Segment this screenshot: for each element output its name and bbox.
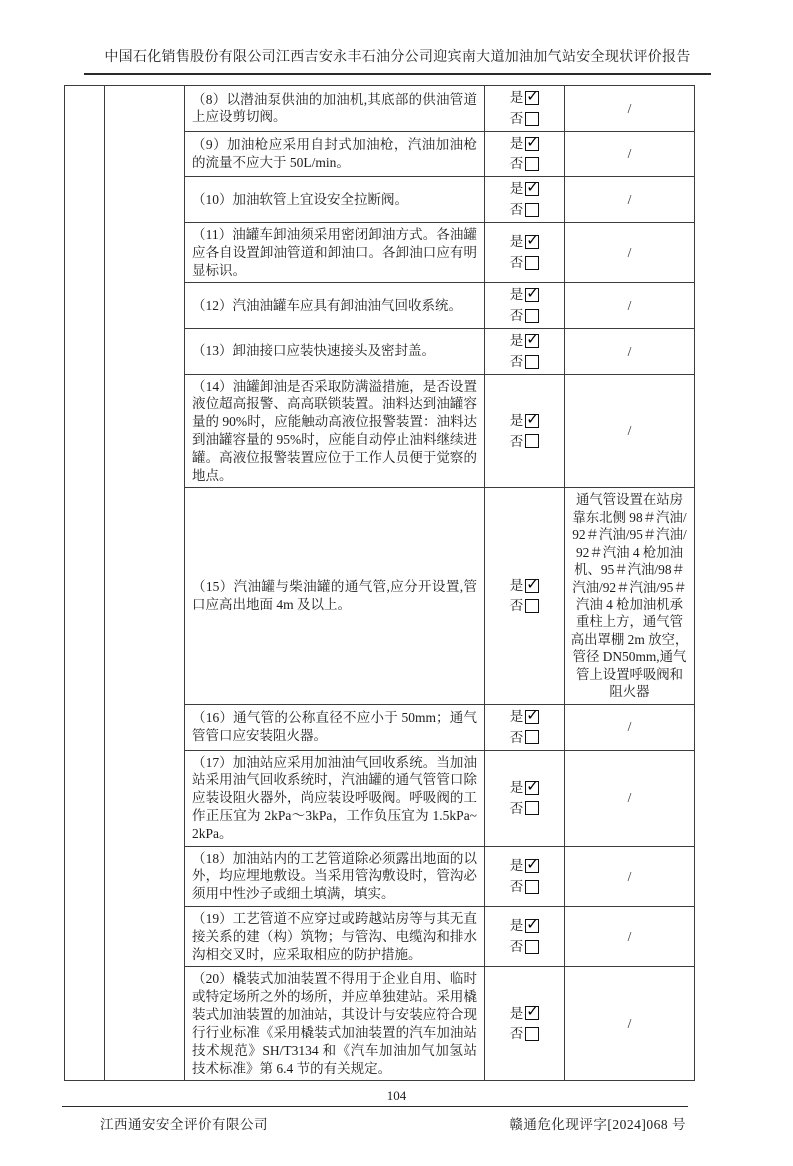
footer-divider	[62, 1106, 688, 1107]
check-cell	[485, 177, 565, 222]
checkbox-checked-icon[interactable]	[525, 579, 539, 593]
no-label: 否	[509, 433, 524, 449]
checkbox-checked-icon[interactable]	[525, 781, 539, 795]
table-row	[185, 86, 694, 132]
yes-checkbox[interactable]	[510, 779, 540, 797]
checkbox-unchecked-icon[interactable]	[525, 880, 539, 894]
table-col-category-empty	[105, 86, 185, 1080]
no-checkbox[interactable]	[510, 729, 540, 747]
yes-label: 是	[509, 135, 524, 151]
remark-text: /	[627, 1016, 632, 1032]
table-row	[185, 223, 694, 283]
requirement-text: （11）油罐车卸油须采用密闭卸油方式。各油罐应各自设置卸油管道和卸油口。各卸油口应有明显标识。	[185, 223, 485, 282]
table-row	[185, 705, 694, 751]
check-cell	[485, 705, 565, 750]
no-label: 否	[509, 800, 524, 816]
check-cell	[485, 375, 565, 488]
remark-text: /	[627, 191, 632, 207]
table-row	[185, 375, 694, 489]
remark-text: /	[627, 929, 632, 944]
yes-checkbox[interactable]	[510, 180, 540, 198]
checkbox-unchecked-icon[interactable]	[525, 730, 539, 744]
checkbox-unchecked-icon[interactable]	[525, 157, 539, 171]
check-cell	[485, 907, 565, 966]
remark-text: /	[627, 297, 632, 313]
check-cell	[485, 329, 565, 374]
checkbox-checked-icon[interactable]	[525, 288, 539, 302]
requirement-text: （12）汽油油罐车应具有卸油油气回收系统。	[185, 283, 485, 328]
no-checkbox[interactable]	[510, 254, 540, 272]
check-cell	[485, 967, 565, 1080]
no-checkbox[interactable]	[510, 938, 540, 956]
yes-checkbox[interactable]	[510, 857, 540, 875]
report-page	[0, 46, 793, 1166]
no-checkbox[interactable]	[510, 878, 540, 896]
no-label: 否	[509, 308, 524, 324]
checkbox-checked-icon[interactable]	[525, 859, 539, 873]
yes-label: 是	[509, 1005, 524, 1021]
footer	[62, 1113, 688, 1133]
check-cell	[485, 86, 565, 131]
requirement-text: （20）橇装式加油装置不得用于企业自用、临时或特定场所之外的场所，并应单独建站。采用橇装式加油装置的加油站，其设计与安装应符合现行行业标准《采用橇装式加油装置的汽车加油站技术规范》SH/T3134 和《汽车加油加气加氢站技术标准》第 6.4 节的有关规定。	[185, 967, 485, 1080]
checkbox-checked-icon[interactable]	[525, 919, 539, 933]
remark-text: /	[627, 146, 632, 162]
yes-label: 是	[509, 234, 524, 250]
no-checkbox[interactable]	[510, 155, 540, 173]
requirement-text: （19）工艺管道不应穿过或跨越站房等与其无直接关系的建（构）筑物；与管沟、电缆沟和排水沟相交叉时，应采取相应的防护措施。	[185, 907, 485, 966]
checkbox-checked-icon[interactable]	[525, 91, 539, 105]
check-cell	[485, 847, 565, 906]
requirement-text: （10）加油软管上宜设安全拉断阀。	[185, 177, 485, 222]
yes-checkbox[interactable]	[510, 577, 540, 595]
checkbox-checked-icon[interactable]	[525, 414, 539, 428]
table-rows	[185, 86, 694, 1080]
yes-checkbox[interactable]	[510, 135, 540, 153]
yes-checkbox[interactable]	[510, 917, 540, 935]
checkbox-unchecked-icon[interactable]	[525, 256, 539, 270]
evaluation-table	[64, 85, 695, 1081]
table-row	[185, 847, 694, 907]
checkbox-unchecked-icon[interactable]	[525, 309, 539, 323]
checkbox-checked-icon[interactable]	[525, 1006, 539, 1020]
yes-checkbox[interactable]	[510, 332, 540, 350]
yes-checkbox[interactable]	[510, 233, 540, 251]
checkbox-unchecked-icon[interactable]	[525, 1027, 539, 1041]
checkbox-checked-icon[interactable]	[525, 235, 539, 249]
checkbox-unchecked-icon[interactable]	[525, 203, 539, 217]
requirement-text: （15）汽油罐与柴油罐的通气管,应分开设置,管口应高出地面 4m 及以上。	[185, 488, 485, 703]
requirement-text: （13）卸油接口应装快速接头及密封盖。	[185, 329, 485, 374]
checkbox-unchecked-icon[interactable]	[525, 940, 539, 954]
table-row	[185, 283, 694, 329]
no-label: 否	[509, 1026, 524, 1042]
yes-checkbox[interactable]	[510, 89, 540, 107]
yes-checkbox[interactable]	[510, 286, 540, 304]
checkbox-unchecked-icon[interactable]	[525, 355, 539, 369]
yes-checkbox[interactable]	[510, 708, 540, 726]
no-checkbox[interactable]	[510, 353, 540, 371]
checkbox-unchecked-icon[interactable]	[525, 434, 539, 448]
no-label: 否	[509, 878, 524, 894]
checkbox-checked-icon[interactable]	[525, 334, 539, 348]
yes-label: 是	[509, 779, 524, 795]
checkbox-checked-icon[interactable]	[525, 182, 539, 196]
yes-label: 是	[509, 412, 524, 428]
check-cell	[485, 751, 565, 846]
no-checkbox[interactable]	[510, 110, 540, 128]
yes-label: 是	[509, 708, 524, 724]
report-header-title: 中国石化销售股份有限公司江西吉安永丰石油分公司迎宾南大道加油加气站安全现状评价报告	[84, 46, 711, 75]
yes-label: 是	[509, 918, 524, 934]
checkbox-checked-icon[interactable]	[525, 137, 539, 151]
check-cell	[485, 132, 565, 177]
footer-doc-number: 赣通危化现评字[2024]068 号	[509, 1117, 686, 1133]
table-row	[185, 132, 694, 178]
no-label: 否	[509, 255, 524, 271]
table-row	[185, 488, 694, 704]
no-label: 否	[509, 202, 524, 218]
no-label: 否	[509, 156, 524, 172]
yes-label: 是	[509, 577, 524, 593]
table-row	[185, 751, 694, 847]
yes-label: 是	[509, 181, 524, 197]
requirement-text: （16）通气管的公称直径不应小于 50mm；通气管管口应安装阻火器。	[185, 705, 485, 750]
checkbox-unchecked-icon[interactable]	[525, 112, 539, 126]
yes-checkbox[interactable]	[510, 1005, 540, 1023]
no-checkbox[interactable]	[510, 433, 540, 451]
remark-text: 通气管设置在站房靠东北侧 98＃汽油/92＃汽油/95＃汽油/92＃汽油 4 枪加油机、95＃汽油/98＃汽油/92＃汽油/95＃汽油 4 枪加油机承重柱上方，通气管高出罩棚 2m 放空，管径 DN50mm,通气管上设置呼吸阀和阻火器	[570, 492, 689, 700]
no-checkbox[interactable]	[510, 800, 540, 818]
no-label: 否	[509, 598, 524, 614]
table-col-serial-empty	[65, 86, 105, 1080]
requirement-text: （14）油罐卸油是否采取防满溢措施，是否设置液位超高报警、高高联锁装置。油料达到油罐容量的 90%时，应能触动高液位报警装置：油料达到油罐容量的 95%时，应能自动停止油料继续进罐。高液位报警装置应位于工作人员便于觉察的地点。	[185, 375, 485, 488]
remark-text: /	[627, 244, 632, 260]
requirement-text: （17）加油站应采用加油油气回收系统。当加油站采用油气回收系统时，汽油罐的通气管管口除应装设阻火器外，尚应装设呼吸阀。呼吸阀的工作正压宜为 2kPa～3kPa，工作负压宜为 1.5kPa~2kPa。	[185, 751, 485, 846]
page-number: 104	[386, 1088, 407, 1104]
footer-company: 江西通安安全评价有限公司	[100, 1117, 268, 1133]
remark-text: /	[627, 790, 632, 806]
checkbox-unchecked-icon[interactable]	[525, 801, 539, 815]
table-row	[185, 907, 694, 967]
remark-text: /	[627, 423, 632, 439]
no-checkbox[interactable]	[510, 201, 540, 219]
checkbox-unchecked-icon[interactable]	[525, 599, 539, 613]
no-label: 否	[509, 110, 524, 126]
no-checkbox[interactable]	[510, 597, 540, 615]
yes-label: 是	[509, 287, 524, 303]
yes-label: 是	[509, 857, 524, 873]
yes-label: 是	[509, 332, 524, 348]
table-row	[185, 177, 694, 223]
no-label: 否	[509, 353, 524, 369]
remark-text: /	[627, 719, 632, 735]
yes-checkbox[interactable]	[510, 412, 540, 430]
remark-text: /	[627, 343, 632, 359]
check-cell	[485, 488, 565, 703]
requirement-text: （8）以潜油泵供油的加油机,其底部的供油管道上应设剪切阀。	[185, 86, 485, 131]
requirement-text: （18）加油站内的工艺管道除必须露出地面的以外，均应埋地敷设。当采用管沟敷设时，管沟必须用中性沙子或细土填满，填实。	[185, 847, 485, 906]
remark-text: /	[627, 868, 632, 884]
check-cell	[485, 223, 565, 282]
remark-text: /	[627, 100, 632, 116]
no-checkbox[interactable]	[510, 307, 540, 325]
check-cell	[485, 283, 565, 328]
no-checkbox[interactable]	[510, 1025, 540, 1043]
yes-label: 是	[509, 90, 524, 105]
no-label: 否	[509, 939, 524, 955]
requirement-text: （9）加油枪应采用自封式加油枪，汽油加油枪的流量不应大于 50L/min。	[185, 132, 485, 177]
no-label: 否	[509, 729, 524, 745]
table-row	[185, 967, 694, 1080]
table-row	[185, 329, 694, 375]
checkbox-checked-icon[interactable]	[525, 710, 539, 724]
